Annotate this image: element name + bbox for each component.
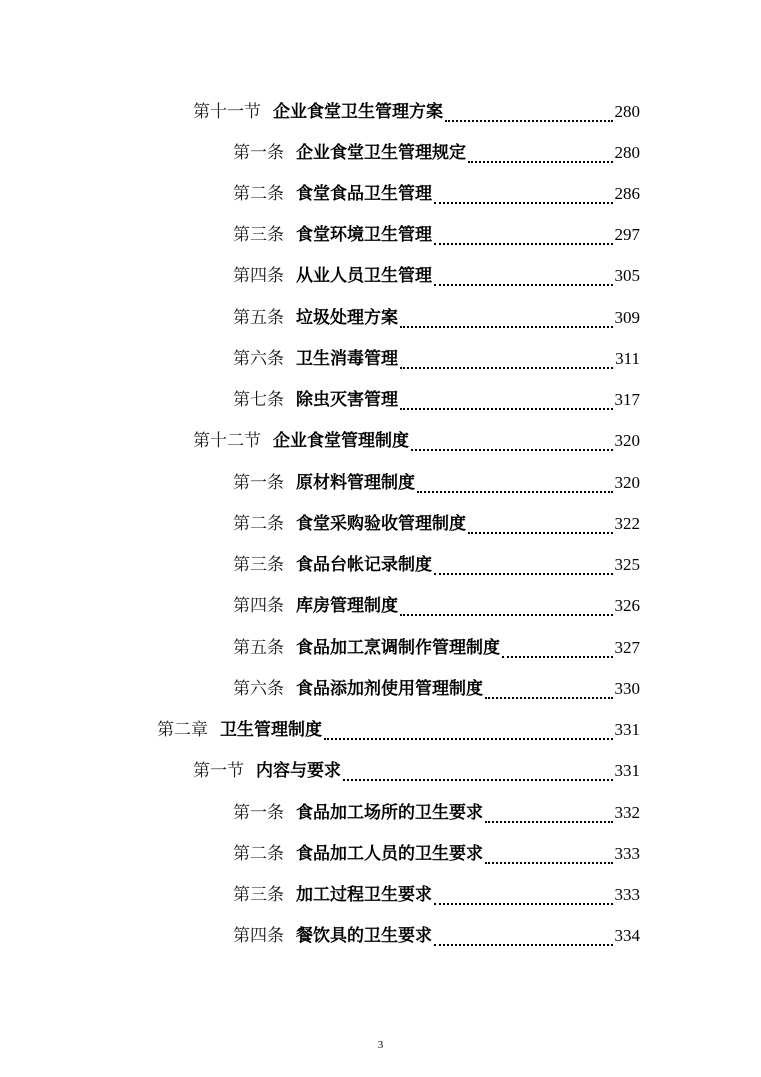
entry-number: 第一条 [233,803,284,823]
entry-page: 320 [614,431,640,450]
dot-leader [445,112,613,122]
entry-title: 企业食堂卫生管理规定 [296,143,466,163]
toc-entry[interactable] [233,385,640,415]
dot-leader [485,854,613,864]
toc-entry[interactable] [233,880,640,910]
entry-page: 317 [614,390,640,409]
entry-page: 331 [614,761,640,780]
dot-leader [434,565,613,575]
entry-title: 食堂环境卫生管理 [296,225,432,245]
entry-title: 餐饮具的卫生要求 [296,926,432,946]
entry-number: 第三条 [233,225,284,245]
entry-number: 第二条 [233,184,284,204]
entry-number: 第十二节 [193,431,261,451]
entry-page: 325 [614,555,640,574]
entry-number: 第十一节 [193,102,261,122]
entry-title: 从业人员卫生管理 [296,266,432,286]
entry-page: 322 [614,514,640,533]
entry-page: 280 [614,143,640,162]
entry-title: 加工过程卫生要求 [296,885,432,905]
entry-title: 食品台帐记录制度 [296,555,432,575]
toc-entry[interactable] [233,303,640,333]
entry-page: 280 [614,102,640,121]
dot-leader [434,276,613,286]
entry-number: 第三条 [233,555,284,575]
dot-leader [324,730,613,740]
dot-leader [411,441,613,451]
toc-entry[interactable] [233,509,640,539]
entry-page: 332 [614,803,640,822]
toc-entry[interactable] [233,261,640,291]
dot-leader [400,400,613,410]
entry-number: 第六条 [233,349,284,369]
entry-title: 食品加工烹调制作管理制度 [296,638,500,658]
toc-entry[interactable] [233,468,640,498]
entry-title: 食品加工场所的卫生要求 [296,803,483,823]
entry-number: 第六条 [233,679,284,699]
entry-number: 第一条 [233,473,284,493]
toc-entry[interactable] [233,674,640,704]
dot-leader [434,936,613,946]
dot-leader [417,483,613,493]
dot-leader [468,153,613,163]
dot-leader [468,524,613,534]
toc-entry[interactable] [233,839,640,869]
dot-leader [400,318,613,328]
dot-leader [502,648,613,658]
dot-leader [485,813,613,823]
entry-number: 第四条 [233,596,284,616]
entry-page: 333 [614,844,640,863]
entry-page: 297 [614,225,640,244]
entry-page: 331 [614,720,640,739]
entry-number: 第二条 [233,844,284,864]
dot-leader [400,606,613,616]
toc-entry[interactable] [193,97,640,127]
entry-title: 内容与要求 [256,761,341,781]
entry-title: 卫生消毒管理 [296,349,398,369]
entry-number: 第四条 [233,926,284,946]
entry-number: 第一条 [233,143,284,163]
toc-entry[interactable] [233,550,640,580]
toc-entry[interactable] [233,921,640,951]
toc-entry[interactable] [157,715,640,745]
entry-page: 311 [615,349,640,368]
entry-title: 原材料管理制度 [296,473,415,493]
toc-entry[interactable] [233,179,640,209]
entry-number: 第二章 [157,720,208,740]
toc-entry[interactable] [233,220,640,250]
dot-leader [434,194,613,204]
entry-title: 企业食堂管理制度 [273,431,409,451]
entry-number: 第二条 [233,514,284,534]
toc-entry[interactable] [233,138,640,168]
dot-leader [400,359,613,369]
entry-title: 除虫灭害管理 [296,390,398,410]
entry-page: 330 [614,679,640,698]
toc-entry[interactable] [233,633,640,663]
entry-page: 320 [614,473,640,492]
entry-title: 食品添加剂使用管理制度 [296,679,483,699]
entry-number: 第一节 [193,761,244,781]
toc-entry[interactable] [193,426,640,456]
dot-leader [343,771,613,781]
toc-entry[interactable] [193,756,640,786]
entry-page: 326 [614,596,640,615]
entry-title: 食品加工人员的卫生要求 [296,844,483,864]
entry-page: 305 [614,266,640,285]
entry-number: 第五条 [233,308,284,328]
toc-entry[interactable] [233,798,640,828]
entry-title: 食堂采购验收管理制度 [296,514,466,534]
dot-leader [434,235,613,245]
entry-title: 卫生管理制度 [220,720,322,740]
entry-number: 第七条 [233,390,284,410]
entry-title: 企业食堂卫生管理方案 [273,102,443,122]
entry-number: 第三条 [233,885,284,905]
dot-leader [485,689,613,699]
entry-title: 垃圾处理方案 [296,308,398,328]
toc-entry[interactable] [233,344,640,374]
entry-page: 333 [614,885,640,904]
entry-page: 327 [614,638,640,657]
entry-title: 食堂食品卫生管理 [296,184,432,204]
entry-number: 第四条 [233,266,284,286]
toc-entry[interactable] [233,591,640,621]
entry-title: 库房管理制度 [296,596,398,616]
page-number: 3 [377,1039,384,1051]
entry-page: 334 [614,926,640,945]
dot-leader [434,895,613,905]
entry-number: 第五条 [233,638,284,658]
entry-page: 309 [614,308,640,327]
entry-page: 286 [614,184,640,203]
